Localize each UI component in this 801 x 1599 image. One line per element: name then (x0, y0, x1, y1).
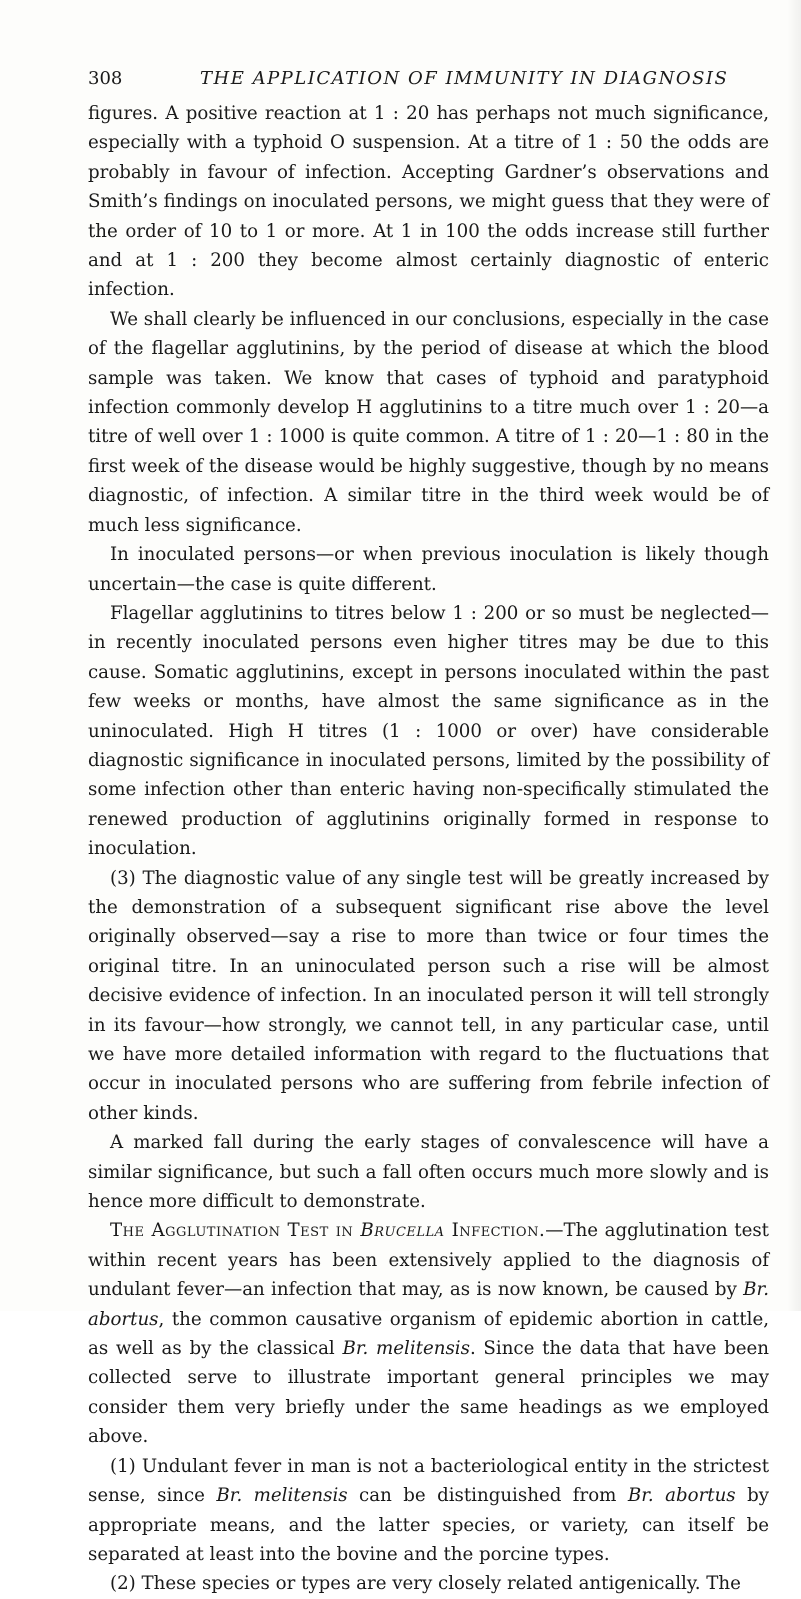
undulant-text-1: (1) Undulant fever in man is not a bacteriological entity in the strictest sense, since (88, 1455, 769, 1507)
brucella-text-2: , the common causative organism of epidemic abortion in cattle, as well as by the classical (88, 1308, 769, 1360)
brucella-text-1: —The agglutination test within recent years has been extensively applied to the diagnosis of undulant fever—an infection that may, as is now known, be caused by (88, 1220, 769, 1301)
page-number: 308 (88, 68, 123, 89)
paragraph-figures: figures. A positive reaction at 1 : 20 has perhaps not much significance, especially with a typhoid O suspension. At a titre of 1 : 50 the odds are probably in favour of infection. Accepting Gardner’s observations and Smith’s findings on inoculated persons, we might guess that they were of the order of 10 to 1 or more. At 1 in 100 the odds increase still further and at 1 : 200 they become almost certainly diagnostic of enteric infection. (88, 103, 769, 301)
paragraph-marked-fall: A marked fall during the early stages of convalescence will have a similar significance, but such a fall often occurs much more slowly and is hence more difficult to demonstrate. (88, 1132, 769, 1213)
page-body (88, 99, 769, 1599)
section-heading-end: Infection. (444, 1220, 546, 1242)
section-heading-genus: Brucella (360, 1220, 445, 1242)
paragraph-flagellar-titres: Flagellar agglutinins to titres below 1 : 200 or so must be neglected—in recently inoculated persons even higher titres may be due to this cause. Somatic agglutinins, except in persons inoculated within the past few weeks or months, have almost the same significance as in the uninoculated. High H titres (1 : 1000 or over) have considerable diagnostic significance in inoculated persons, limited by the possibility of some infection other than enteric having non-specifically stimulated the renewed production of agglutinins originally formed in response to inoculation. (88, 602, 769, 860)
paragraph-undulant-fever (88, 1452, 769, 1570)
paragraph-brucella (88, 1216, 769, 1451)
paragraph-diagnostic-value: (3) The diagnostic value of any single test will be greatly increased by the demonstration of a subsequent significant rise above the level originally observed—say a rise to more than twice or four times the original titre. In an uninoculated person such a rise will be almost decisive evidence of infection. In an inoculated person it will tell strongly in its favour—how strongly, we cannot tell, in any particular case, until we have more detailed information with regard to the fluctuations that occur in inoculated persons who are suffering from febrile infection of other kinds. (88, 867, 769, 1124)
species-br-melitensis-2: Br. melitensis (216, 1485, 348, 1507)
page-edge-shadow (787, 0, 801, 1311)
paragraph-inoculated-persons: In inoculated persons—or when previous inoculation is likely though uncertain—the case is quite different. (88, 544, 769, 595)
section-heading-text: The Agglutination Test in (110, 1220, 361, 1242)
undulant-text-2: can be distinguished from (347, 1485, 628, 1507)
paragraph-antigenic-relation: (2) These species or types are very closely related antigenically. The (110, 1573, 741, 1595)
running-header (88, 68, 768, 96)
paragraph-flagellar-period: We shall clearly be influenced in our conclusions, especially in the case of the flagellar agglutinins, by the period of disease at which the blood sample was taken. We know that cases of typhoid and paratyphoid infection commonly develop H agglutinins to a titre much over 1 : 20—a titre of well over 1 : 1000 is quite common. A titre of 1 : 20—1 : 80 in the first week of the disease would be highly suggestive, though by no means diagnostic, of infection. A similar titre in the third week would be of much less significance. (88, 308, 769, 536)
species-br-abortus: Br. abortus (88, 1279, 769, 1330)
undulant-text-3: by appropriate means, and the latter species, or variety, can itself be separated at least into the bovine and the porcine types. (88, 1485, 769, 1565)
species-br-melitensis: Br. melitensis (342, 1338, 470, 1360)
running-title: THE APPLICATION OF IMMUNITY IN DIAGNOSIS (200, 68, 729, 89)
section-heading (110, 1220, 545, 1241)
brucella-text-3: . Since the data that have been collected serve to illustrate important general principles we may consider them very briefly under the same headings as we employed above. (88, 1338, 769, 1448)
species-br-abortus-2: Br. abortus (627, 1485, 736, 1507)
